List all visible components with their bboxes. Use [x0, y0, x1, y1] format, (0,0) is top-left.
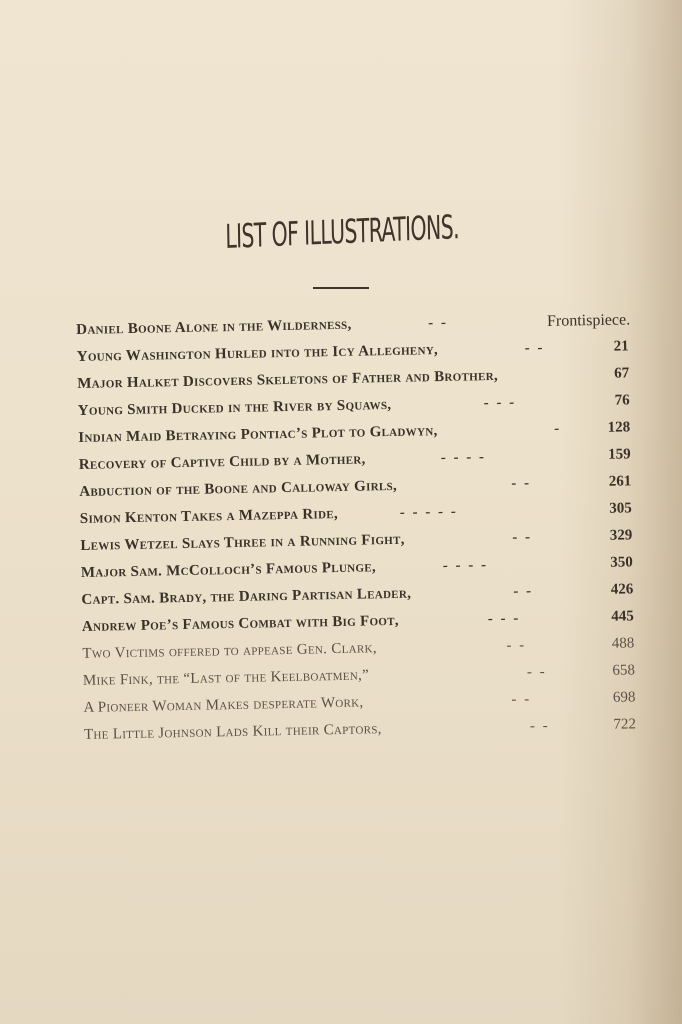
illustration-caption: Capt. Sam. Brady, the Daring Partisan Leader, — [81, 585, 412, 608]
page-number: 426 — [610, 581, 634, 598]
illustration-caption: Indian Maid Betraying Pontiac’s Plot to Gladwyn, — [78, 423, 438, 446]
page-number: 21 — [613, 338, 629, 355]
illustration-caption: Abduction of the Boone and Calloway Girls, — [79, 477, 398, 500]
dot-leader: - - — [526, 664, 547, 681]
dot-leader: - - — [512, 529, 533, 546]
page-number: 329 — [609, 527, 633, 544]
dot-leader: - - - — [483, 394, 517, 412]
page-number: 722 — [613, 716, 637, 733]
dot-leader: - - — [511, 475, 532, 492]
illustration-caption: Recovery of Captive Child by a Mother, — [78, 451, 366, 473]
page-number: 159 — [608, 446, 631, 463]
illustration-caption: Daniel Boone Alone in the Wilderness, — [76, 316, 352, 338]
dot-leader: - - - - — [440, 449, 487, 467]
page-number: 350 — [610, 554, 633, 571]
illustrations-list — [76, 307, 640, 750]
dot-leader: - - - - — [442, 557, 489, 575]
dot-leader: - - — [524, 340, 545, 357]
dot-leader: - - - - - — [399, 503, 458, 521]
dot-leader: - — [554, 420, 562, 437]
dot-leader: - - — [428, 314, 449, 332]
illustration-caption: A Pioneer Woman Makes desperate Work, — [83, 694, 364, 716]
dot-leader: - - — [529, 717, 550, 735]
page-number: 261 — [608, 473, 632, 490]
page-number: 445 — [611, 608, 634, 625]
page-number: 488 — [611, 635, 635, 652]
dot-leader: - - — [513, 583, 534, 600]
illustration-caption: Lewis Wetzel Slays Three in a Running Fight, — [80, 531, 405, 554]
page-number: 128 — [607, 419, 631, 436]
page-number: 698 — [612, 689, 636, 706]
illustration-caption: The Little Johnson Lads Kill their Captors, — [83, 721, 382, 743]
illustration-caption: Young Smith Ducked in the River by Squaws, — [77, 396, 392, 419]
page-number: 76 — [614, 392, 630, 409]
dot-leader: - - — [511, 691, 532, 708]
illustration-caption: Simon Kenton Takes a Mazeppa Ride, — [79, 506, 339, 527]
illustration-caption: Young Washington Hurled into the Icy Allegheny, — [76, 342, 439, 365]
page-number: Frontispiece. — [546, 311, 631, 330]
illustration-caption: Andrew Poe’s Famous Combat with Big Foot, — [81, 612, 400, 635]
illustration-caption: Mike Fink, the “Last of the Keelboatmen,” — [82, 667, 370, 689]
page-number: 658 — [612, 662, 636, 679]
title-rule — [313, 287, 369, 289]
page-title: LIST OF ILLUSTRATIONS. — [224, 207, 460, 257]
page-number: 67 — [614, 365, 630, 382]
dot-leader: - - - — [487, 610, 521, 628]
illustration-caption: Major Halket Discovers Skeletons of Father and Brother, — [77, 367, 499, 392]
page-number: 305 — [609, 500, 632, 517]
illustration-caption: Major Sam. McColloch’s Famous Plunge, — [80, 559, 377, 581]
illustration-caption: Two Victims offered to appease Gen. Clark, — [82, 640, 377, 662]
dot-leader: - - — [506, 637, 527, 654]
